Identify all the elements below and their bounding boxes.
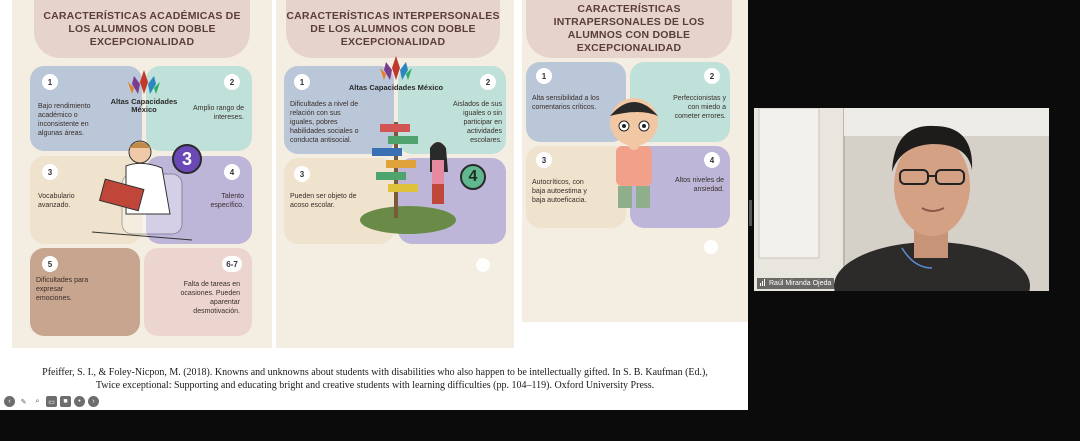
- participant-name-tag: [757, 278, 834, 289]
- cursor-highlight: [476, 258, 490, 272]
- card-3: 3 Autocríticos, con baja autoestima y baja autoeficacia.: [526, 146, 626, 228]
- participant-video[interactable]: [754, 108, 1049, 291]
- pen-icon[interactable]: ✎: [20, 398, 27, 406]
- worried-boy-illustration: [600, 94, 670, 218]
- number-4-icon: 4: [460, 164, 486, 190]
- participant-video-feed: [754, 108, 1049, 291]
- card-3: 3 Vocabulario avanzado.: [30, 156, 142, 244]
- more-icon[interactable]: •: [74, 396, 85, 407]
- cursor-highlight: [704, 240, 718, 254]
- participant-name: Raúl Miranda Ojeda: [769, 280, 832, 287]
- number-3-icon: 3: [172, 144, 202, 174]
- signal-icon: [760, 279, 766, 288]
- logo-altas-capacidades: Altas Capacidades México: [104, 68, 184, 114]
- card-2: 2 Aislados de sus iguales o sin participar en actividades escolares.: [398, 66, 506, 154]
- logo-icon: [378, 54, 414, 82]
- prev-icon[interactable]: ‹: [4, 396, 15, 407]
- presentation-toolbar: [4, 396, 99, 407]
- citation-text: Pfeiffer, S. I., & Foley-Nicpon, M. (2018). Knowns and unknowns about students with disabilities who also happen to be intellectually gifted. In S. B. Kaufman (Ed.), Twice exceptional: Supporting and educating bright and creative students with learning difficulties (pp. 104–119). Oxford University Press.: [42, 367, 708, 391]
- captions-icon[interactable]: ▭: [46, 396, 57, 407]
- search-icon[interactable]: ⌕: [35, 397, 40, 405]
- card-1: 1 Dificultades a nivel de relación con sus iguales, pobres habilidades sociales o conducta antisocial.: [284, 66, 394, 154]
- next-icon[interactable]: ›: [88, 396, 99, 407]
- signpost-girl-illustration: [358, 112, 458, 240]
- panel-divider-handle[interactable]: [749, 200, 752, 226]
- card-2: 2 Amplio rango de intereses.: [146, 66, 252, 151]
- panel-title: CARACTERÍSTICAS INTERPERSONALES DE LOS ALUMNOS CON DOBLE EXCEPCIONALIDAD: [286, 0, 500, 58]
- video-icon[interactable]: ■: [60, 396, 71, 407]
- panel-title: CARACTERÍSTICAS INTRAPERSONALES DE LOS ALUMNOS CON DOBLE EXCEPCIONALIDAD: [526, 0, 732, 58]
- panel-interpersonal: [276, 0, 514, 348]
- panel-academic: [12, 0, 272, 348]
- card-3: 3 Pueden ser objeto de acoso escolar.: [284, 158, 394, 244]
- card-2: 2 Perfeccionistas y con miedo a cometer errores.: [630, 62, 730, 142]
- card-1: 1 Alta sensibilidad a los comentarios críticos.: [526, 62, 626, 142]
- panel-intrapersonal: [522, 0, 748, 322]
- card-6-7: 6-7 Falta de tareas en ocasiones. Pueden aparentar desmotivación.: [144, 248, 252, 336]
- card-5: 5 Dificultades para expresar emociones.: [30, 248, 140, 336]
- card-4: 4 Talento específico.: [146, 156, 252, 244]
- panel-title: CARACTERÍSTICAS ACADÉMICAS DE LOS ALUMNOS CON DOBLE EXCEPCIONALIDAD: [34, 0, 250, 58]
- card-1: 1 Bajo rendimiento académico o inconsistente en algunas áreas.: [30, 66, 142, 151]
- logo-icon: [126, 68, 162, 96]
- card-4: 4 Altos niveles de ansiedad.: [630, 146, 730, 228]
- logo-altas-capacidades: Altas Capacidades México: [346, 54, 446, 92]
